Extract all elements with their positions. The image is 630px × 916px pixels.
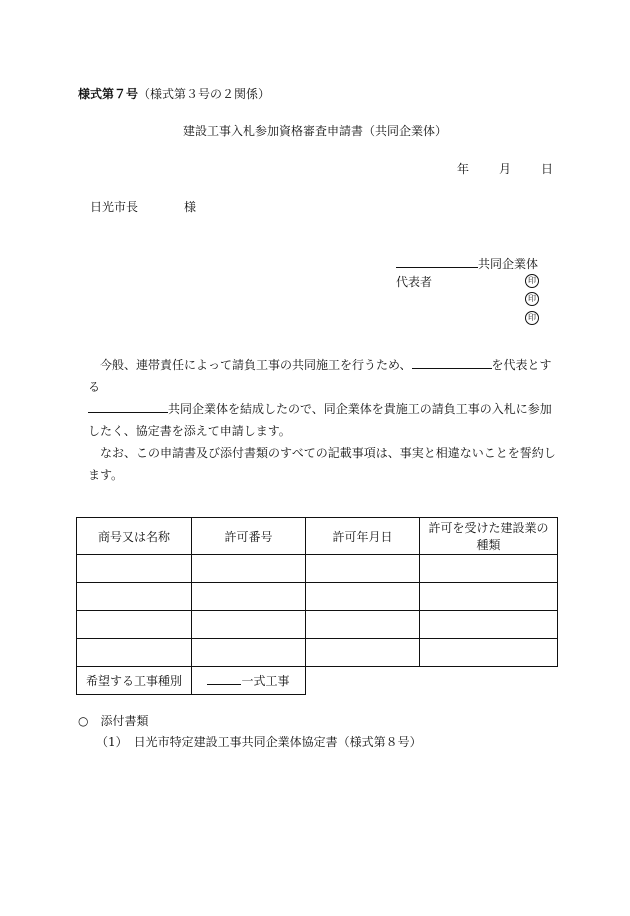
paragraph-2 (88, 442, 558, 486)
jv-name-line (396, 255, 538, 272)
attachments-bullet: ○ (78, 714, 89, 728)
p1-part-c: 共同企業体を結成したので、同企業体を貴施工の請負工事の入札に参加したく、協定書を添えて申請します。 (88, 402, 552, 438)
addressee-honorific: 様 (184, 200, 197, 214)
date-day: 日 (541, 162, 554, 176)
header-permit-number: 許可番号 (192, 518, 306, 555)
application-body (88, 354, 558, 486)
seal-2: 印 (525, 292, 539, 306)
seal-3: 印 (525, 311, 539, 325)
desired-work-cell (192, 667, 306, 695)
p1-part-a: 今般、連帯責任によって請負工事の共同施工を行うため、 (100, 358, 412, 372)
table-row (77, 583, 558, 611)
seal-1: 印 (525, 274, 539, 288)
representative-label: 代表者 (396, 275, 433, 289)
attachment-item (96, 733, 422, 750)
desired-work-row (77, 667, 558, 695)
jv-name-blank-2 (88, 400, 168, 413)
cell[interactable] (192, 611, 306, 639)
date-year: 年 (457, 162, 470, 176)
representative-company-blank (412, 356, 492, 369)
cell[interactable] (77, 611, 192, 639)
desired-work-label: 希望する工事種別 (77, 667, 192, 695)
paragraph-1 (88, 354, 558, 442)
desired-work-blank[interactable] (207, 672, 241, 685)
cell[interactable] (306, 583, 420, 611)
cell[interactable] (77, 583, 192, 611)
form-relation: （様式第３号の２関係） (138, 87, 271, 101)
date-month: 月 (499, 162, 512, 176)
cell[interactable] (192, 639, 306, 667)
cell[interactable] (420, 639, 558, 667)
cell[interactable] (192, 583, 306, 611)
addressee (90, 198, 197, 215)
cell[interactable] (306, 639, 420, 667)
jv-label: 共同企業体 (478, 257, 539, 271)
cell[interactable] (420, 611, 558, 639)
document-title: 建設工事入札参加資格審査申請書（共同企業体） (183, 124, 448, 138)
form-number-line (78, 85, 270, 102)
p1-part-b: を代表とする (88, 358, 552, 394)
cell[interactable] (192, 555, 306, 583)
table-row (77, 639, 558, 667)
table-row (77, 611, 558, 639)
header-company-name: 商号又は名称 (77, 518, 192, 555)
cell (306, 667, 420, 695)
table-row (77, 555, 558, 583)
attachment-item-number: （1） (96, 735, 122, 749)
company-table (76, 517, 558, 695)
desired-work-suffix: 一式工事 (241, 674, 290, 688)
header-license-type: 許可を受けた建設業の種類 (420, 518, 558, 555)
attachments-heading (78, 712, 149, 729)
header-permit-date: 許可年月日 (306, 518, 420, 555)
date-line (457, 160, 553, 177)
form-number: 様式第７号 (78, 87, 139, 101)
representative-line (396, 273, 432, 290)
addressee-name: 日光市長 (90, 200, 139, 214)
cell[interactable] (306, 611, 420, 639)
cell[interactable] (77, 639, 192, 667)
p2-text: なお、この申請書及び添付書類のすべての記載事項は、事実と相違ないことを誓約します。 (88, 446, 556, 482)
cell[interactable] (306, 555, 420, 583)
jv-name-blank (396, 255, 478, 268)
cell[interactable] (420, 583, 558, 611)
cell[interactable] (420, 555, 558, 583)
attachment-item-text: 日光市特定建設工事共同企業体協定書（様式第８号） (133, 735, 422, 749)
table-header-row (77, 518, 558, 555)
attachments-title: 添付書類 (100, 714, 149, 728)
cell (420, 667, 558, 695)
cell[interactable] (77, 555, 192, 583)
